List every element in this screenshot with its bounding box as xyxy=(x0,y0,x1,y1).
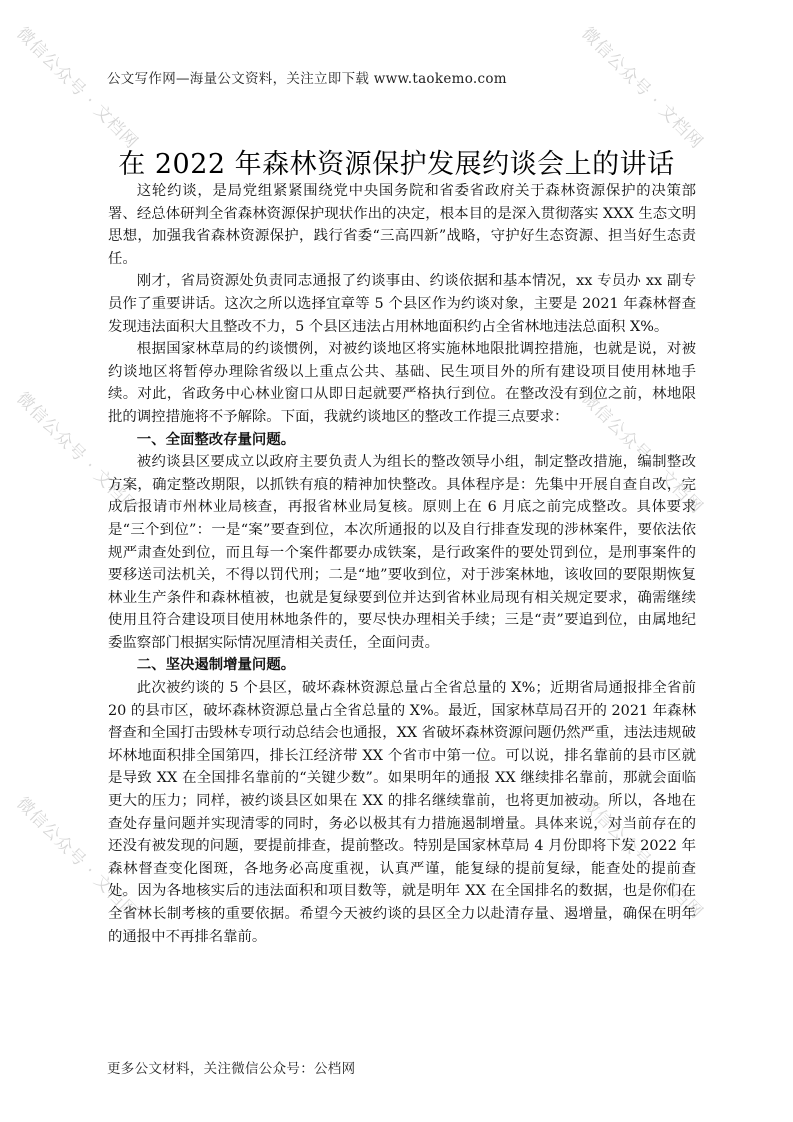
paragraph: 这轮约谈，是局党组紧紧围绕党中央国务院和省委省政府关于森林资源保护的决策部署、经总体研判全省森林资源保护现状作出的决定，根本目的是深入贯彻落实 XXX 生态文明思想，加强我省森林资源保护，践行省委“三高四新”战略，守护好生态资源、担当好生态责任。 xyxy=(108,183,696,267)
watermark: 微信公众号 · 文档网 xyxy=(12,23,142,154)
paragraph: 此次被约谈的 5 个县区，破坏森林资源总量占全省总量的 X%；近期省局通报排全省前 20 的县市区，破坏森林资源总量占全省总量的 X%。最近，国家林草局召开的 2021 年森林督查和全国打击毁林专项行动总结会也通报，XX 省破坏森林资源问题仍然严重，违法违规破坏林地面积排全国第四，排长江经济带 XX 个省市中第一位。可以说，排名靠前的县市区就是导致 XX 在全国排名靠前的“关键少数”。如果明年的通报 XX 继续排名靠前，那就会面临更大的压力；同样，被约谈县区如果在 XX 的排名继续靠前，也将更加被动。所以，各地在查处存量问题并实现清零的同时，务必以极其有力措施遏制增量。具体来说，对当前存在的还没有被发现的问题，要提前排查，提前整改。特别是国家林草局 4 月份即将下发 2022 年森林督查变化图斑，各地务必高度重视，认真严谨，能复绿的提前复绿，能查处的提前查处。因为各地核实后的违法面积和项目数等，就是明年 XX 在全国排名的数据，也是你们在全省林长制考核的重要依据。希望今天被约谈的县区全力以赴清存量、遏增量，确保在明年的通报中不再排名靠前。 xyxy=(108,680,696,945)
section-heading: 二、坚决遏制增量问题。 xyxy=(136,656,296,674)
document-title: 在 2022 年森林资源保护发展约谈会上的讲话 xyxy=(118,149,675,180)
paragraph: 刚才，省局资源处负责同志通报了约谈事由、约谈依据和基本情况，xx 专员办 xx 副专员作了重要讲话。这次之所以选择宜章等 5 个县区作为约谈对象，主要是 2021 年森林督查发现违法面积大且整改不力，5 个县区违法占用林地面积约占全省林地违法总面积 X%。 xyxy=(108,273,696,335)
paragraph: 根据国家林草局的约谈惯例，对被约谈地区将实施林地限批调控措施，也就是说，对被约谈地区将暂停办理除省级以上重点公共、基础、民生项目外的所有建设项目使用林地手续。对此，省政务中心林业窗口从即日起就要严格执行到位。在整改没有到位之前，林地限批的调控措施将不予解除。下面，我就约谈地区的整改工作提三点要求： xyxy=(108,341,696,425)
watermark: 微信公众号 · 文档网 xyxy=(12,388,142,519)
header-note: 公文写作网—海量公文资料，关注立即下载 www.taokemo.com xyxy=(107,71,507,87)
footer-note: 更多公文材料，关注微信公众号：公档网 xyxy=(107,1061,356,1077)
watermark: 微信公众号 · 文档网 xyxy=(577,23,707,154)
watermark: 微信公众号 · 文档网 xyxy=(12,793,142,924)
document-body xyxy=(108,180,696,948)
section-heading: 一、全面整改存量问题。 xyxy=(136,430,296,448)
watermark: 微信公众号 · 文档网 xyxy=(577,793,707,924)
watermark: 微信公众号 · 文档网 xyxy=(577,388,707,519)
paragraph: 被约谈县区要成立以政府主要负责人为组长的整改领导小组，制定整改措施，编制整改方案，确定整改期限，以抓铁有痕的精神加快整改。具体程序是：先集中开展自查自改，完成后报请市州林业局核查，再报省林业局复核。原则上在 6 月底之前完成整改。具体要求是“三个到位”：一是“案”要查到位，本次所通报的以及自行排查发现的涉林案件，要依法依规严肃查处到位，而且每一个案件都要办成铁案，是行政案件的要处罚到位，是刑事案件的要移送司法机关，不得以罚代刑；二是“地”要收到位，对于涉案林地，该收回的要限期恢复林业生产条件和森林植被，也就是复绿要到位并达到省林业局现有相关规定要求，确需继续使用且符合建设项目使用林地条件的，要尽快办理相关手续；三是“责”要追到位，由属地纪委监察部门根据实际情况厘清相关责任，全面问责。 xyxy=(108,454,696,651)
